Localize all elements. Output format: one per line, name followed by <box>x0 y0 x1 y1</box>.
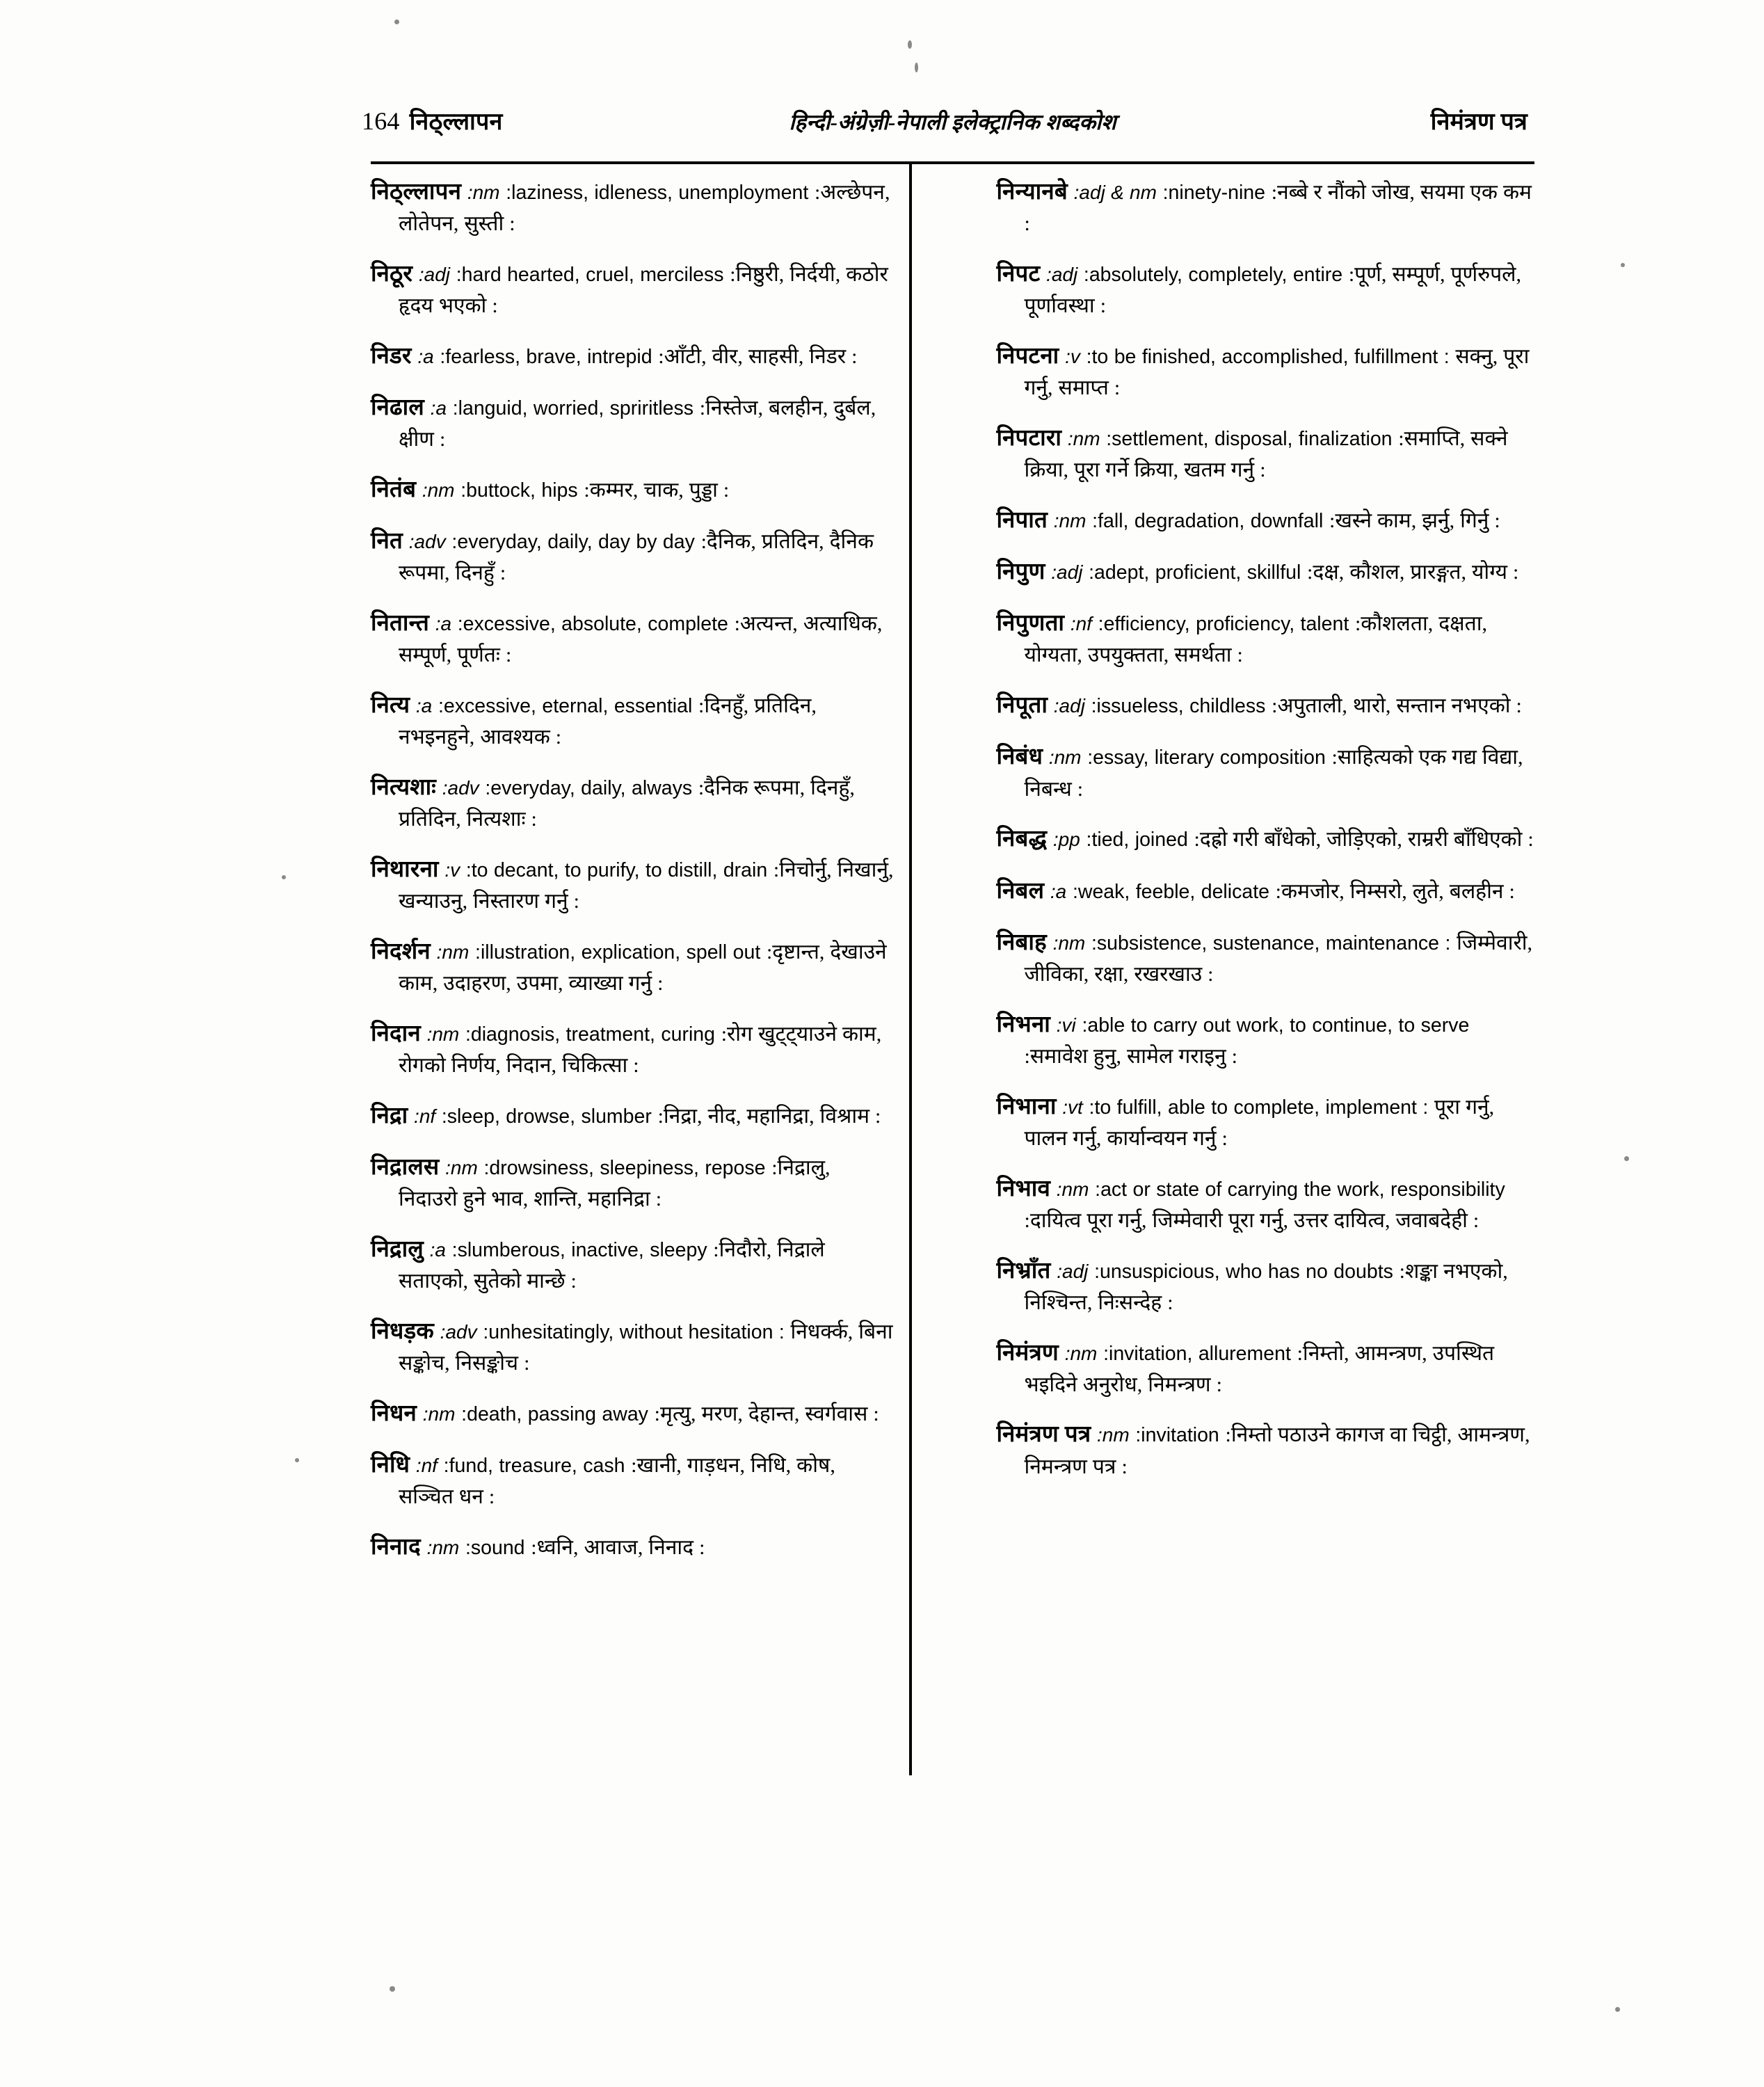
dictionary-entry <box>997 1090 1535 1154</box>
entry-headword: निठ्ल्लापन <box>371 179 462 205</box>
dictionary-entry <box>371 525 894 589</box>
entry-part-of-speech: :nm <box>1067 427 1100 449</box>
entry-english-gloss: :fall, degradation, downfall <box>1092 509 1324 532</box>
entry-columns <box>371 175 1534 1775</box>
entry-english-gloss: :weak, feeble, delicate <box>1072 880 1269 903</box>
entry-nepali-definition: :नब्बे र नौंको जोख, सयमा एक कम : <box>1024 181 1532 236</box>
entry-headword: नित्य <box>371 693 410 719</box>
entry-english-gloss: :diagnosis, treatment, curing <box>465 1023 715 1046</box>
entry-headword: निद्रालु <box>371 1237 424 1263</box>
entry-part-of-speech: :nm <box>422 479 455 502</box>
entry-nepali-definition: :दायित्व पूरा गर्नु, जिम्मेवारी पूरा गर्नु, उत्तर दायित्व, जवाबदेही : <box>1024 1208 1480 1232</box>
entry-headword: निपटारा <box>996 425 1062 451</box>
entry-part-of-speech: :vi <box>1056 1014 1076 1036</box>
dictionary-entry <box>997 926 1535 990</box>
entry-english-gloss: :illustration, explication, spell out <box>475 941 761 964</box>
entry-headword: निदान <box>371 1021 421 1047</box>
entry-part-of-speech: :a <box>430 397 447 419</box>
entry-english-gloss: :to be finished, accomplished, fulfillment : <box>1086 345 1450 368</box>
dictionary-entry <box>371 1315 894 1379</box>
page-number: 164 <box>362 107 400 135</box>
running-head-left <box>362 104 503 136</box>
entry-headword: निपटना <box>996 343 1059 369</box>
entry-english-gloss: :issueless, childless <box>1091 695 1266 718</box>
entry-headword: निनाद <box>371 1535 421 1560</box>
scan-speck <box>295 1458 299 1462</box>
entry-english-gloss: :efficiency, proficiency, talent <box>1098 613 1349 636</box>
entry-part-of-speech: :adj <box>418 263 450 285</box>
entry-headword: निडर <box>371 343 412 369</box>
entry-nepali-definition: :निष्ठुरी, निर्दयी, कठोर हृदय भएको : <box>399 262 888 318</box>
entry-english-gloss: :unhesitatingly, without hesitation : <box>483 1321 785 1344</box>
scan-speck <box>908 40 912 49</box>
entry-part-of-speech: :nm <box>445 1157 478 1179</box>
entry-nepali-definition: :दैनिक रूपमा, दिनहुँ, प्रतिदिन, नित्यशाः : <box>399 776 855 831</box>
entry-nepali-definition: :दृष्टान्त, देखाउने काम, उदाहरण, उपमा, व्याख्या गर्नु : <box>399 941 887 995</box>
entry-english-gloss: :slumberous, inactive, sleepy <box>451 1239 707 1262</box>
entry-english-gloss: :tied, joined <box>1086 829 1188 851</box>
entry-english-gloss: :laziness, idleness, unemployment <box>506 182 809 204</box>
entry-headword: निपूता <box>996 693 1048 719</box>
entry-part-of-speech: :v <box>1065 345 1080 367</box>
scan-speck <box>394 19 399 24</box>
entry-headword: निबंध <box>996 744 1043 770</box>
entry-headword: निमंत्रण <box>996 1340 1059 1366</box>
entry-headword: निधड़क <box>371 1319 434 1345</box>
dictionary-entry <box>997 689 1535 722</box>
scan-speck <box>1621 263 1625 267</box>
entry-part-of-speech: :nm <box>422 1403 456 1425</box>
entry-english-gloss: :fund, treasure, cash <box>443 1455 625 1478</box>
entry-nepali-definition: :मृत्यु, मरण, देहान्त, स्वर्गवास : <box>654 1402 879 1426</box>
entry-part-of-speech: :adv <box>408 531 446 553</box>
dictionary-entry <box>997 1008 1535 1072</box>
entry-nepali-definition: :आँटी, वीर, साहसी, निडर : <box>658 344 858 368</box>
entry-english-gloss: :act or state of carrying the work, responsibility <box>1095 1178 1505 1201</box>
entry-english-gloss: :adept, proficient, skillful <box>1089 561 1301 584</box>
entry-headword: निपात <box>996 507 1048 533</box>
entry-english-gloss: :essay, literary composition <box>1087 746 1326 769</box>
header-rule <box>371 161 1534 164</box>
entry-headword: निपट <box>996 261 1041 287</box>
entry-nepali-definition: :निचोर्नु, निखार्नु, खन्याउनु, निस्तारण गर्नु : <box>399 858 894 913</box>
dictionary-entry <box>997 257 1535 321</box>
entry-nepali-definition: :रोग खुट्ट्याउने काम, रोगको निर्णय, निदान, चिकित्सा : <box>399 1023 882 1078</box>
entry-headword: नित <box>371 529 403 554</box>
entry-part-of-speech: :a <box>1050 880 1067 902</box>
entry-part-of-speech: :nm <box>436 941 470 963</box>
entry-nepali-definition: :खानी, गाड़धन, निधि, कोष, सञ्चित धन : <box>399 1454 835 1509</box>
entry-english-gloss: :buttock, hips <box>460 479 578 502</box>
dictionary-entry <box>371 1151 894 1215</box>
dictionary-entry <box>371 391 894 455</box>
dictionary-entry <box>997 874 1535 908</box>
scan-speck <box>915 63 918 72</box>
entry-part-of-speech: :nf <box>414 1105 436 1128</box>
entry-english-gloss: :excessive, absolute, complete <box>457 613 728 636</box>
entry-part-of-speech: :nf <box>1070 613 1092 635</box>
right-column <box>997 175 1535 1775</box>
entry-english-gloss: :subsistence, sustenance, maintenance : <box>1091 931 1451 954</box>
entry-part-of-speech: :nm <box>1056 1178 1089 1200</box>
entry-headword: निधन <box>371 1401 417 1427</box>
entry-nepali-definition: :समाप्ति, सक्ने क्रिया, पूरा गर्ने क्रिया, खतम गर्नु : <box>1024 426 1508 482</box>
dictionary-entry <box>371 689 894 753</box>
dictionary-entry <box>371 771 894 835</box>
dictionary-entry <box>997 422 1535 486</box>
dictionary-entry <box>997 1336 1535 1400</box>
entry-part-of-speech: :nm <box>1052 931 1086 954</box>
entry-nepali-definition: :निद्रालु, निदाउरो हुने भाव, शान्ति, महानिद्रा : <box>399 1156 831 1211</box>
dictionary-entry <box>371 257 894 321</box>
entry-headword: निद्रालस <box>371 1155 440 1181</box>
entry-nepali-definition: :ध्वनि, आवाज, निनाद : <box>531 1536 705 1560</box>
entry-part-of-speech: :adj & nm <box>1073 182 1157 203</box>
dictionary-title: हिन्दी-अंग्रेज़ी-नेपाली इलेक्ट्रानिक शब्दकोश <box>789 110 1116 134</box>
dictionary-entry <box>997 740 1535 804</box>
entry-headword: निभना <box>996 1011 1051 1037</box>
dictionary-entry <box>371 339 894 373</box>
entry-english-gloss: :excessive, eternal, essential <box>438 695 693 718</box>
entry-english-gloss: :settlement, disposal, finalization <box>1106 427 1393 450</box>
entry-english-gloss: :fearless, brave, intrepid <box>440 345 652 368</box>
entry-nepali-definition: :निद्रा, नीद, महानिद्रा, विश्राम : <box>657 1105 881 1128</box>
dictionary-entry <box>997 822 1535 856</box>
dictionary-entry <box>997 339 1535 403</box>
entry-nepali-definition: :अल्छेपन, लोतेपन, सुस्ती : <box>399 181 890 236</box>
entry-part-of-speech: :adj <box>1046 263 1078 285</box>
entry-part-of-speech: :nm <box>1053 509 1087 531</box>
dictionary-entry <box>997 175 1535 239</box>
entry-headword: निन्यानबे <box>996 179 1068 205</box>
entry-part-of-speech: :adj <box>1053 695 1085 717</box>
dictionary-entry <box>371 935 894 999</box>
entry-headword: निपुण <box>996 559 1045 585</box>
entry-headword: निठूर <box>371 261 413 287</box>
entry-part-of-speech: :adj <box>1057 1260 1089 1282</box>
entry-part-of-speech: :adv <box>440 1321 477 1343</box>
entry-nepali-definition: :दिनहुँ, प्रतिदिन, नभइनहुने, आवश्यक : <box>399 694 817 749</box>
entry-headword: निबद्ध <box>996 826 1048 852</box>
entry-headword: निमंत्रण पत्र <box>996 1422 1091 1448</box>
entry-part-of-speech: :a <box>417 345 434 367</box>
entry-part-of-speech: :nf <box>415 1455 438 1477</box>
entry-nepali-definition: :दह्रो गरी बाँधेको, जोड़िएको, राम्ररी बाँधिएको : <box>1194 828 1534 851</box>
entry-part-of-speech: :a <box>415 695 433 717</box>
entry-nepali-definition: निधर्क्क, बिना सङ्कोच, निसङ्कोच : <box>399 1320 893 1375</box>
entry-nepali-definition: :समावेश हुनु, सामेल गराइनु : <box>1024 1044 1237 1068</box>
entry-english-gloss: :hard hearted, cruel, merciless <box>456 263 724 286</box>
entry-nepali-definition: :अत्यन्त, अत्याधिक, सम्पूर्ण, पूर्णतः : <box>399 612 883 667</box>
entry-english-gloss: :ninety-nine <box>1162 182 1265 204</box>
entry-nepali-definition: :निम्तो पठाउने कागज वा चिट्ठी, आमन्त्रण, निमन्त्रण पत्र : <box>1024 1423 1530 1478</box>
entry-part-of-speech: :nm <box>1096 1424 1130 1446</box>
scan-speck <box>1615 2007 1620 2012</box>
entry-nepali-definition: :निस्तेज, बलहीन, दुर्बल, क्षीण : <box>399 397 876 451</box>
entry-headword: निदर्शन <box>371 939 431 965</box>
entry-nepali-definition: :अपुताली, थारो, सन्तान नभएको : <box>1272 694 1522 718</box>
left-catchword: निठ्ल्लापन <box>409 109 503 135</box>
entry-headword: निपुणता <box>996 611 1065 637</box>
entry-nepali-definition: जिम्मेवारी, जीविका, रक्षा, रखरखाउ : <box>1024 931 1533 986</box>
entry-headword: निभाना <box>996 1094 1057 1119</box>
running-head <box>362 104 1528 147</box>
entry-english-gloss: :absolutely, completely, entire <box>1083 263 1343 286</box>
dictionary-entry <box>371 607 894 671</box>
entry-english-gloss: :everyday, daily, always <box>485 777 693 800</box>
dictionary-entry <box>371 1233 894 1297</box>
left-column <box>371 175 909 1775</box>
entry-part-of-speech: :nm <box>426 1537 460 1559</box>
entry-nepali-definition: :कम्मर, चाक, पुड्डा : <box>584 479 730 502</box>
entry-nepali-definition: :कौशलता, दक्षता, योग्यता, उपयुक्तता, समर्थता : <box>1024 612 1488 667</box>
entry-headword: नितंब <box>371 477 417 503</box>
entry-headword: निबाह <box>996 929 1047 955</box>
entry-headword: निद्रा <box>371 1103 408 1129</box>
dictionary-entry <box>371 473 894 506</box>
entry-part-of-speech: :nm <box>1064 1342 1098 1364</box>
dictionary-entry <box>371 1530 894 1564</box>
dictionary-entry <box>371 1099 894 1133</box>
dictionary-entry <box>371 1448 894 1512</box>
entry-english-gloss: :to decant, to purify, to distill, drain <box>465 859 768 882</box>
entry-nepali-definition: पूरा गर्नु, पालन गर्नु, कार्यान्वयन गर्नु : <box>1024 1095 1495 1150</box>
entry-english-gloss: :drowsiness, sleepiness, repose <box>483 1157 766 1180</box>
scan-speck <box>390 1986 395 1992</box>
scan-speck <box>282 875 286 879</box>
entry-english-gloss: :unsuspicious, who has no doubts <box>1094 1260 1393 1283</box>
dictionary-entry <box>997 1418 1535 1482</box>
entry-headword: निबल <box>996 878 1045 904</box>
dictionary-entry <box>997 607 1535 671</box>
dictionary-entry <box>371 1397 894 1430</box>
entry-part-of-speech: :pp <box>1052 829 1080 851</box>
entry-part-of-speech: :a <box>429 1239 446 1261</box>
entry-headword: निभ्राँत <box>996 1258 1051 1284</box>
scan-speck <box>1624 1156 1629 1161</box>
entry-english-gloss: :sleep, drowse, slumber <box>441 1105 652 1128</box>
entry-headword: निभाव <box>996 1176 1051 1201</box>
entry-english-gloss: :everyday, daily, day by day <box>451 531 695 554</box>
dictionary-entry <box>997 1172 1535 1236</box>
entry-part-of-speech: :nm <box>426 1023 460 1046</box>
entry-part-of-speech: :nm <box>1048 746 1082 769</box>
entry-nepali-definition: :दैनिक, प्रतिदिन, दैनिक रूपमा, दिनहुँ : <box>399 530 874 585</box>
right-catchword: निमंत्रण पत्र <box>1430 109 1528 135</box>
entry-headword: निढाल <box>371 395 424 421</box>
entry-part-of-speech: :adv <box>442 777 479 799</box>
entry-english-gloss: :invitation, allurement <box>1103 1342 1291 1365</box>
entry-nepali-definition: :साहित्यको एक गद्य विद्या, निबन्ध : <box>1024 746 1523 801</box>
entry-headword: नित्यशाः <box>371 775 437 801</box>
entry-english-gloss: :invitation <box>1135 1424 1219 1447</box>
dictionary-entry <box>997 504 1535 537</box>
dictionary-entry <box>371 175 894 239</box>
entry-headword: निथारना <box>371 857 439 883</box>
dictionary-entry <box>997 555 1535 589</box>
entry-part-of-speech: :vt <box>1062 1096 1083 1118</box>
entry-nepali-definition: :कमजोर, निम्सरो, लुते, बलहीन : <box>1275 879 1515 903</box>
entry-english-gloss: :to fulfill, able to complete, implement : <box>1089 1096 1429 1119</box>
entry-part-of-speech: :v <box>444 859 460 881</box>
entry-nepali-definition: सक्नु, पूरा गर्नु, समाप्त : <box>1024 344 1530 400</box>
entry-english-gloss: :able to carry out work, to continue, to serve <box>1082 1014 1470 1037</box>
entry-nepali-definition: :निदौरो, निद्राले सताएको, सुतेको मान्छे : <box>399 1238 825 1293</box>
entry-english-gloss: :death, passing away <box>461 1403 648 1426</box>
entry-part-of-speech: :a <box>435 613 452 635</box>
entry-nepali-definition: :शङ्का नभएको, निश्चिन्त, निःसन्देह : <box>1024 1259 1508 1314</box>
entry-english-gloss: :sound <box>465 1537 525 1560</box>
dictionary-entry <box>371 1017 894 1081</box>
entry-english-gloss: :languid, worried, spriritless <box>452 397 694 420</box>
entry-part-of-speech: :adj <box>1051 561 1083 584</box>
entry-part-of-speech: :nm <box>467 182 500 203</box>
dictionary-entry <box>371 853 894 917</box>
entry-headword: नितान्त <box>371 611 429 637</box>
dictionary-entry <box>997 1254 1535 1318</box>
entry-nepali-definition: :पूर्ण, सम्पूर्ण, पूर्णरुपले, पूर्णावस्था : <box>1024 262 1522 318</box>
entry-nepali-definition: :दक्ष, कौशल, प्रारङ्गत, योग्य : <box>1307 561 1519 584</box>
entry-nepali-definition: :खस्ने काम, झर्नु, गिर्नु : <box>1329 509 1500 532</box>
entry-nepali-definition: :निम्तो, आमन्त्रण, उपस्थित भइदिने अनुरोध, निमन्त्रण : <box>1024 1341 1495 1396</box>
entry-headword: निधि <box>371 1453 410 1478</box>
